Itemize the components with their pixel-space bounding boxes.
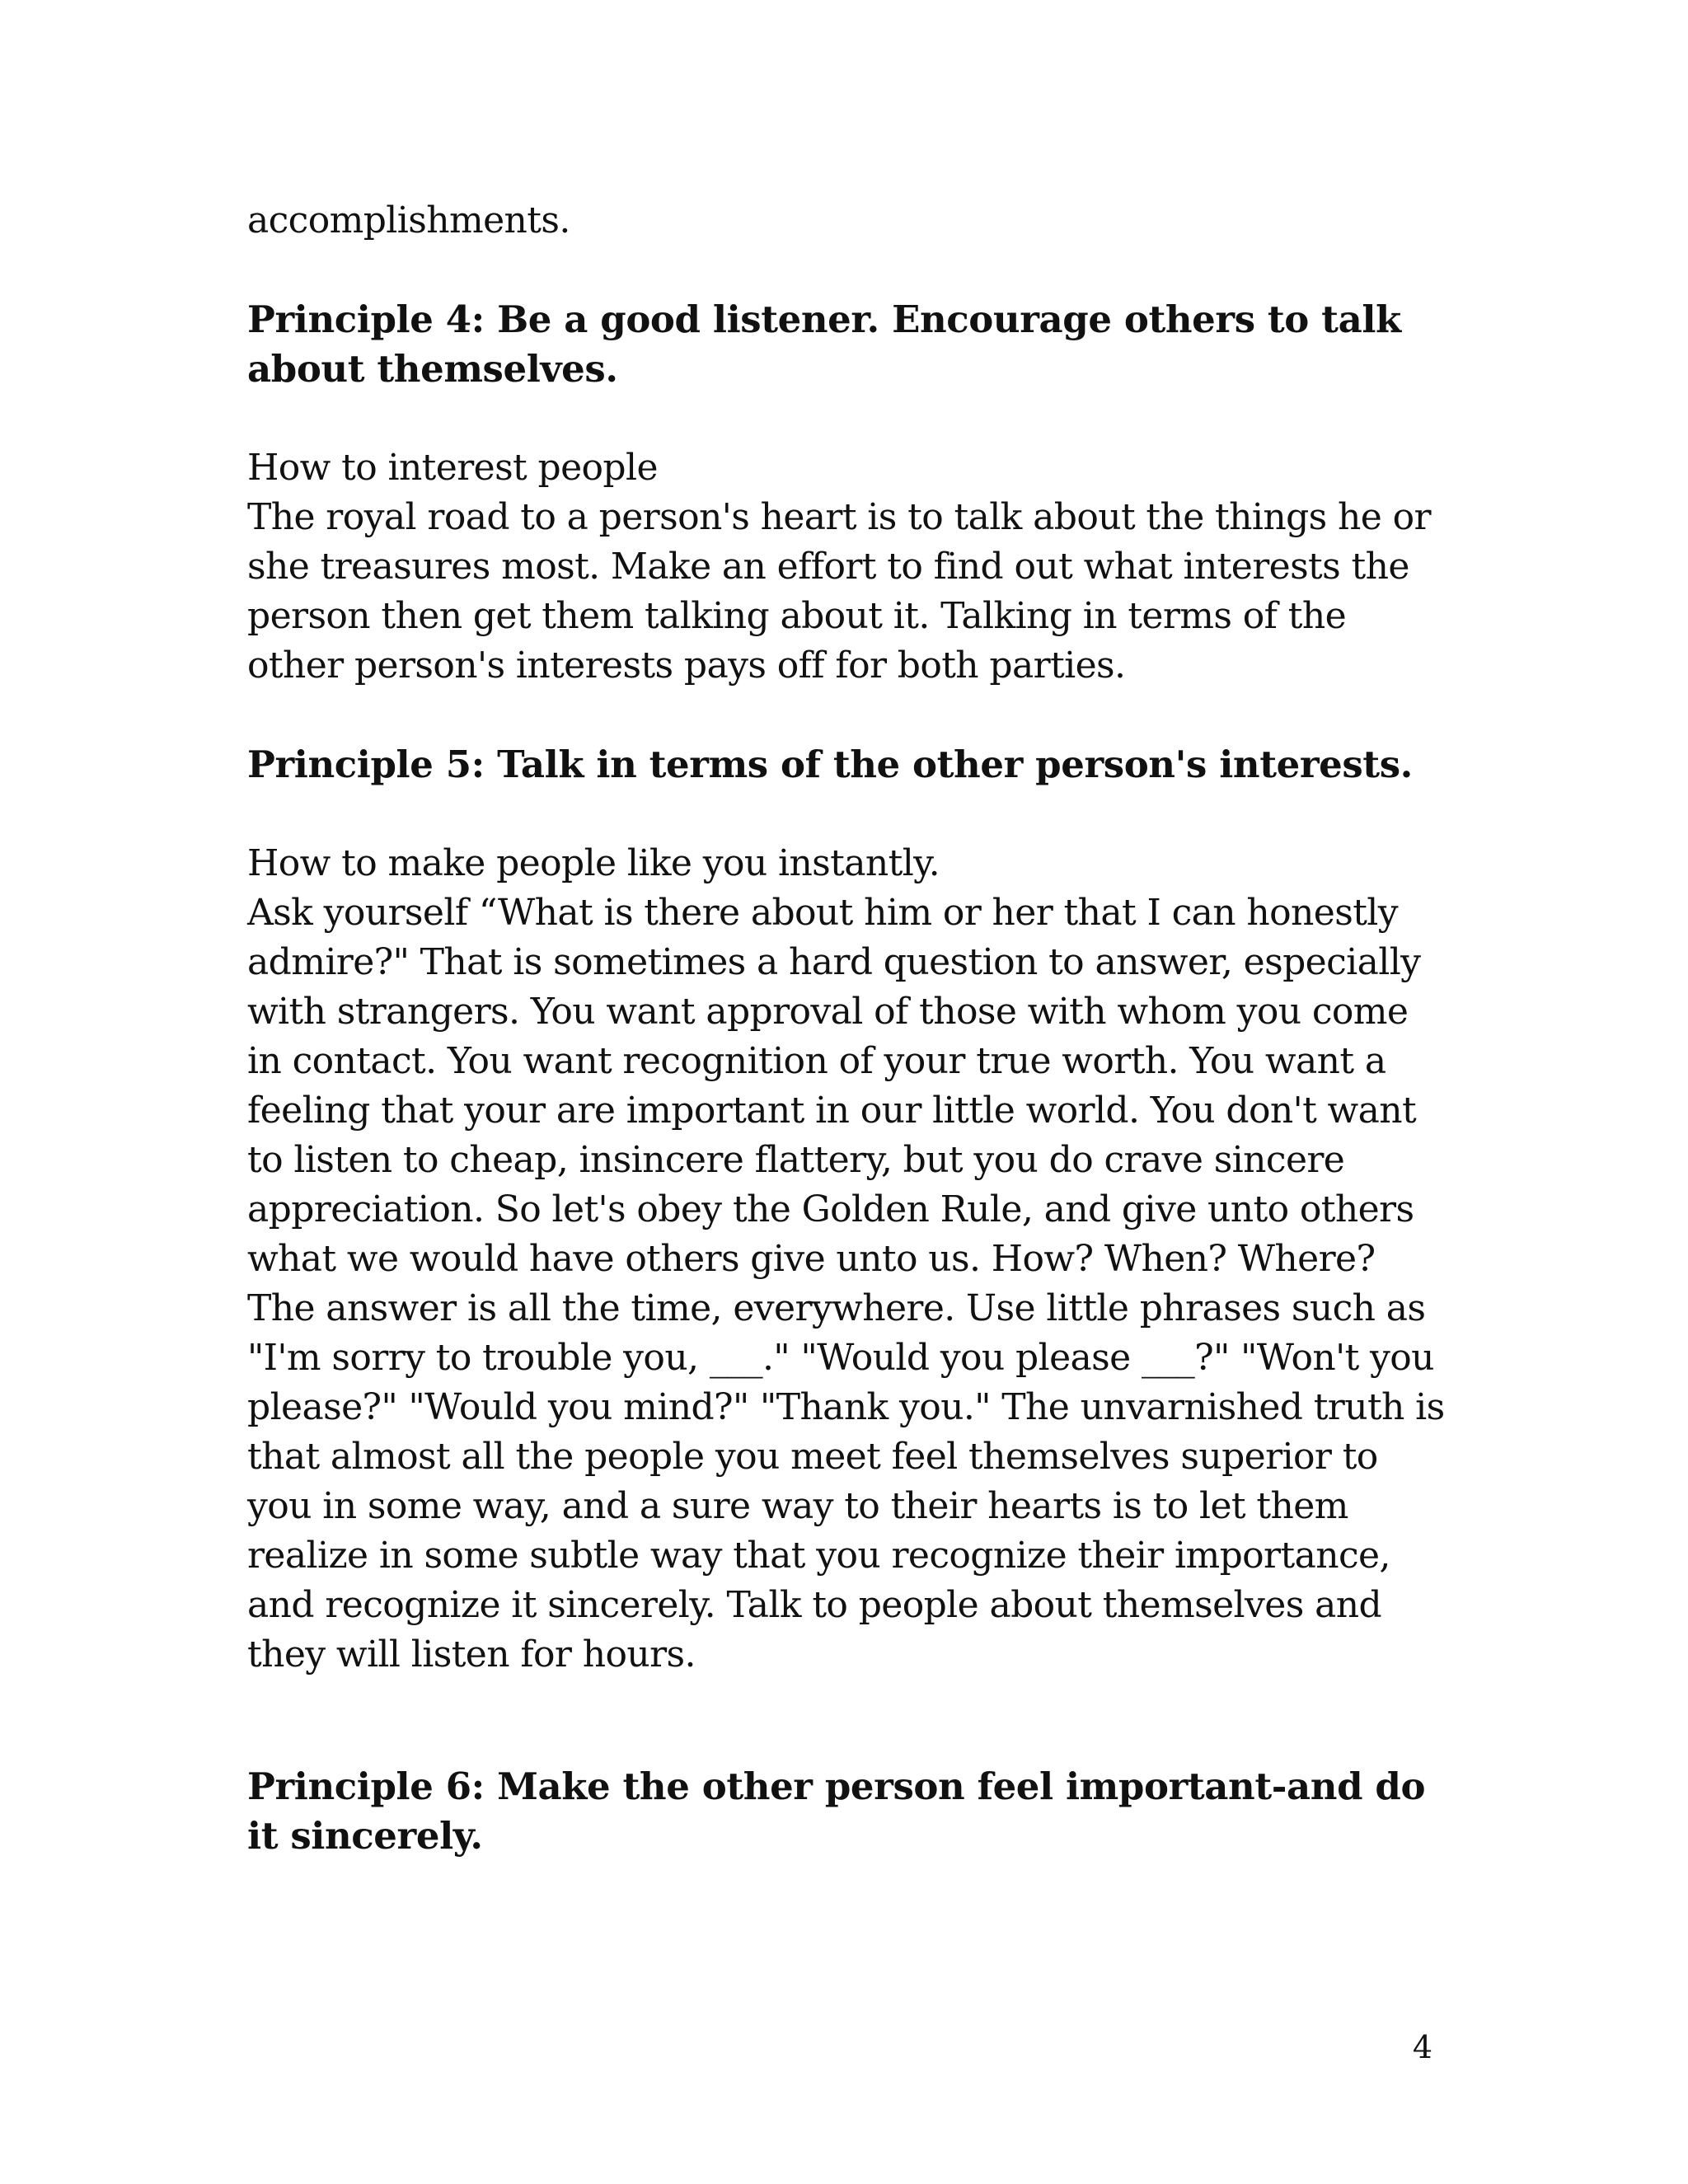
spacer [247,790,1451,839]
page-content [247,196,1451,1861]
like-you-body: Ask yourself “What is there about him or her that I can honestly admire?" That is sometimes a hard question to answer, especially with strangers. You want approval of those with whom you come in contact. You want recognition of your true worth. You want a feeling that your are important in our little world. You don't want to listen to cheap, insincere flattery, but you do crave sincere appreciation. So let's obey the Golden Rule, and give unto others what we would have others give unto us. How? When? Where? The answer is all the time, everywhere. Use little phrases such as "I'm sorry to trouble you, ___." "Would you please ___?" "Won't you please?" "Would you mind?" "Thank you." The unvarnished truth is that almost all the people you meet feel themselves superior to you in some way, and a sure way to their hearts is to let them realize in some subtle way that you recognize their importance, and recognize it sincerely. Talk to people about themselves and they will listen for hours. [247,892,1445,1675]
interest-people-body: The royal road to a person's heart is to talk about the things he or she treasures most. Make an effort to find out what interests the person then get them talking about it. Talking in terms of the other person's interests pays off for both parties. [247,496,1431,687]
spacer [247,691,1451,740]
principle-4-heading: Principle 4: Be a good listener. Encourage others to talk about themselves. [247,298,1401,391]
principle-5-heading: Principle 5: Talk in terms of the other person's interests. [247,743,1413,786]
like-you-subtitle: How to make people like you instantly. [247,842,940,884]
spacer [247,1680,1451,1762]
continued-text-fragment: accomplishments. [247,199,570,241]
principle-6-heading: Principle 6: Make the other person feel important-and do it sincerely. [247,1765,1426,1858]
page-number: 4 [1412,2029,1432,2065]
spacer [247,246,1451,295]
interest-people-subtitle: How to interest people [247,447,658,489]
spacer [247,394,1451,443]
